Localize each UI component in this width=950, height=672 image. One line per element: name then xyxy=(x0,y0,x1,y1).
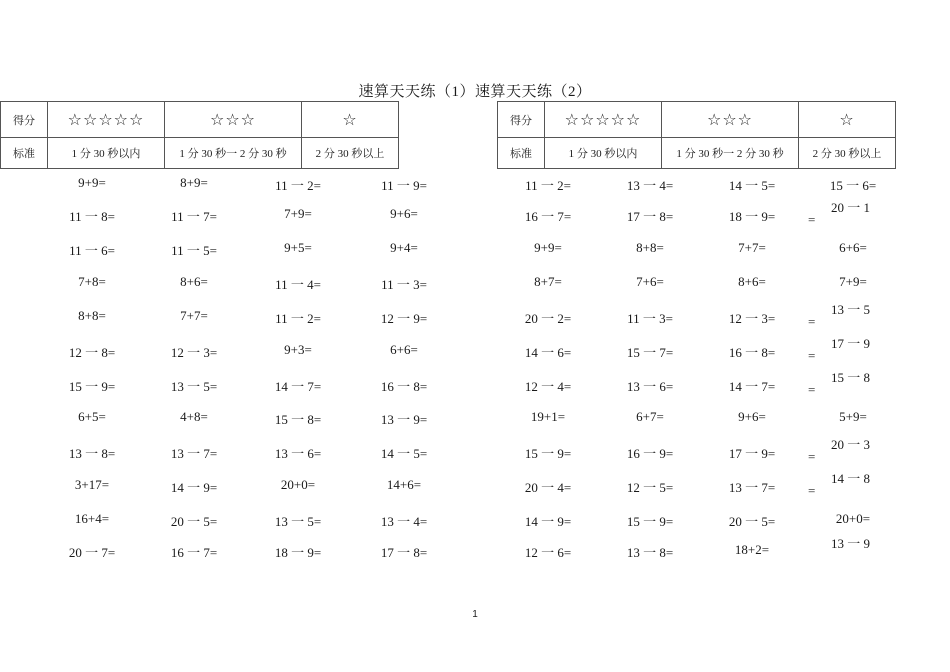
score-table-left xyxy=(0,101,399,169)
practice-2-problem-r11-c3: 20 一 5= xyxy=(728,514,776,529)
practice-1-problem-r9-c4: 14 一 5= xyxy=(380,446,428,461)
score-label: 得分 xyxy=(1,102,48,138)
practice-2-problem-r6-c2: 15 一 7= xyxy=(626,345,674,360)
practice-1-problem-r6-c2: 12 一 3= xyxy=(170,345,218,360)
practice-1-problem-r1-c3: 11 一 2= xyxy=(275,178,321,193)
practice-2-problem-r1-c4: 15 一 6= xyxy=(829,178,877,193)
practice-1-problem-r3-c3: 9+5= xyxy=(284,240,312,255)
practice-1-problem-r3-c4: 9+4= xyxy=(390,240,418,255)
practice-1-problem-r4-c3: 11 一 4= xyxy=(275,277,321,292)
practice-2-problem-r5-c1: 20 一 2= xyxy=(524,311,572,326)
practice-1-problem-r5-c2: 7+7= xyxy=(180,308,208,323)
practice-1-problem-r6-c4: 6+6= xyxy=(390,342,418,357)
practice-1-problem-r8-c2: 4+8= xyxy=(180,409,208,424)
five-star-icon: ☆☆☆☆☆ xyxy=(48,102,165,138)
standard-slow: 2 分 30 秒以上 xyxy=(799,138,896,169)
practice-2-problem-r8-c1: 19+1= xyxy=(530,409,566,424)
practice-1-problem-r4-c4: 11 一 3= xyxy=(381,277,427,292)
practice-1-problem-r11-c2: 20 一 5= xyxy=(170,514,218,529)
practice-2-problem-r4-c4: 7+9= xyxy=(839,274,867,289)
practice-2-problem-r12-c3: 18+2= xyxy=(734,542,770,557)
practice-1-problem-r2-c1: 11 一 8= xyxy=(69,209,115,224)
practice-2-problem-r4-c1: 8+7= xyxy=(534,274,562,289)
practice-2-problem-r7-c3: 14 一 7= xyxy=(728,379,776,394)
practice-1-problem-r2-c3: 7+9= xyxy=(284,206,312,221)
practice-2-problem-r12-c1: 12 一 6= xyxy=(524,545,572,560)
practice-1-problem-r10-c3: 20+0= xyxy=(280,477,316,492)
standard-fast: 1 分 30 秒以内 xyxy=(48,138,165,169)
wrapped-expression: 15 一 8 xyxy=(831,370,871,385)
three-star-icon: ☆☆☆ xyxy=(165,102,302,138)
practice-2-problem-r1-c2: 13 一 4= xyxy=(626,178,674,193)
wrapped-equals-sign: = xyxy=(808,449,816,464)
practice-2-problem-r10-c1: 20 一 4= xyxy=(524,480,572,495)
practice-1-problem-r7-c4: 16 一 8= xyxy=(380,379,428,394)
practice-1-problem-r8-c3: 15 一 8= xyxy=(274,412,322,427)
wrapped-expression: 20 一 1 xyxy=(831,200,871,215)
practice-2-problem-r5-c3: 12 一 3= xyxy=(728,311,776,326)
score-label: 得分 xyxy=(498,102,545,138)
wrapped-expression: 13 一 5 xyxy=(831,302,871,317)
practice-2-problem-r4-c2: 7+6= xyxy=(636,274,664,289)
standard-medium: 1 分 30 秒一 2 分 30 秒 xyxy=(662,138,799,169)
practice-1-problem-r11-c1: 16+4= xyxy=(74,511,110,526)
wrapped-equals-sign: = xyxy=(808,483,816,498)
practice-2-problem-r2-c1: 16 一 7= xyxy=(524,209,572,224)
three-star-icon: ☆☆☆ xyxy=(662,102,799,138)
practice-1-problem-r8-c1: 6+5= xyxy=(78,409,106,424)
standard-label: 标准 xyxy=(498,138,545,169)
wrapped-equals-sign: = xyxy=(808,314,816,329)
practice-1-problem-r10-c1: 3+17= xyxy=(74,477,110,492)
practice-1-problem-r5-c3: 11 一 2= xyxy=(275,311,321,326)
one-star-icon: ☆ xyxy=(302,102,399,138)
practice-2-problem-r4-c3: 8+6= xyxy=(738,274,766,289)
practice-2-problem-r1-c3: 14 一 5= xyxy=(728,178,776,193)
standard-label: 标准 xyxy=(1,138,48,169)
practice-1-problem-r10-c2: 14 一 9= xyxy=(170,480,218,495)
practice-1-problem-r1-c2: 8+9= xyxy=(180,175,208,190)
practice-1-problem-r2-c4: 9+6= xyxy=(390,206,418,221)
wrapped-expression: 13 一 9 xyxy=(831,536,871,551)
practice-1-problem-r4-c1: 7+8= xyxy=(78,274,106,289)
practice-2-problem-r3-c2: 8+8= xyxy=(636,240,664,255)
practice-2-problem-r5-c2: 11 一 3= xyxy=(627,311,673,326)
practice-1-problem-r7-c1: 15 一 9= xyxy=(68,379,116,394)
practice-1-problem-r5-c4: 12 一 9= xyxy=(380,311,428,326)
practice-1-problem-r9-c3: 13 一 6= xyxy=(274,446,322,461)
practice-1-problem-r6-c3: 9+3= xyxy=(284,342,312,357)
practice-2-problem-r10-c3: 13 一 7= xyxy=(728,480,776,495)
practice-1-problem-r3-c2: 11 一 5= xyxy=(171,243,217,258)
practice-1-problem-r2-c2: 11 一 7= xyxy=(171,209,217,224)
standard-medium: 1 分 30 秒一 2 分 30 秒 xyxy=(165,138,302,169)
practice-2-problem-r3-c4: 6+6= xyxy=(839,240,867,255)
practice-1-problem-r12-c4: 17 一 8= xyxy=(380,545,428,560)
wrapped-equals-sign: = xyxy=(808,348,816,363)
wrapped-expression: 14 一 8 xyxy=(831,471,871,486)
practice-1-problem-r12-c2: 16 一 7= xyxy=(170,545,218,560)
practice-1-problem-r6-c1: 12 一 8= xyxy=(68,345,116,360)
practice-2-problem-r8-c4: 5+9= xyxy=(839,409,867,424)
practice-1-problem-r7-c2: 13 一 5= xyxy=(170,379,218,394)
practice-1-problem-r4-c2: 8+6= xyxy=(180,274,208,289)
practice-1-problem-r11-c4: 13 一 4= xyxy=(380,514,428,529)
one-star-icon: ☆ xyxy=(799,102,896,138)
wrapped-equals-sign: = xyxy=(808,212,816,227)
practice-1-problem-r7-c3: 14 一 7= xyxy=(274,379,322,394)
practice-1-problem-r5-c1: 8+8= xyxy=(78,308,106,323)
practice-1-problem-r12-c1: 20 一 7= xyxy=(68,545,116,560)
practice-1-problem-r1-c4: 11 一 9= xyxy=(381,178,427,193)
practice-2-problem-r8-c3: 9+6= xyxy=(738,409,766,424)
practice-2-problem-r6-c1: 14 一 6= xyxy=(524,345,572,360)
practice-2-problem-r12-c2: 13 一 8= xyxy=(626,545,674,560)
practice-2-problem-r11-c4: 20+0= xyxy=(835,511,871,526)
practice-1-problem-r11-c3: 13 一 5= xyxy=(274,514,322,529)
standard-slow: 2 分 30 秒以上 xyxy=(302,138,399,169)
practice-2-problem-r7-c1: 12 一 4= xyxy=(524,379,572,394)
practice-1-problem-r12-c3: 18 一 9= xyxy=(274,545,322,560)
page-number: 1 xyxy=(472,609,478,620)
practice-2-problem-r11-c1: 14 一 9= xyxy=(524,514,572,529)
practice-2-problem-r7-c2: 13 一 6= xyxy=(626,379,674,394)
wrapped-equals-sign: = xyxy=(808,382,816,397)
practice-1-problem-r1-c1: 9+9= xyxy=(78,175,106,190)
practice-2-problem-r1-c1: 11 一 2= xyxy=(525,178,571,193)
practice-1-problem-r10-c4: 14+6= xyxy=(386,477,422,492)
practice-1-problem-r3-c1: 11 一 6= xyxy=(69,243,115,258)
wrapped-expression: 17 一 9 xyxy=(831,336,871,351)
practice-2-problem-r2-c2: 17 一 8= xyxy=(626,209,674,224)
practice-2-problem-r9-c2: 16 一 9= xyxy=(626,446,674,461)
standard-fast: 1 分 30 秒以内 xyxy=(545,138,662,169)
practice-2-problem-r6-c3: 16 一 8= xyxy=(728,345,776,360)
practice-2-problem-r3-c3: 7+7= xyxy=(738,240,766,255)
practice-2-problem-r2-c3: 18 一 9= xyxy=(728,209,776,224)
wrapped-expression: 20 一 3 xyxy=(831,437,871,452)
practice-1-problem-r8-c4: 13 一 9= xyxy=(380,412,428,427)
practice-2-problem-r10-c2: 12 一 5= xyxy=(626,480,674,495)
practice-2-problem-r9-c3: 17 一 9= xyxy=(728,446,776,461)
practice-2-problem-r9-c1: 15 一 9= xyxy=(524,446,572,461)
five-star-icon: ☆☆☆☆☆ xyxy=(545,102,662,138)
score-table-right xyxy=(497,101,896,169)
practice-2-problem-r11-c2: 15 一 9= xyxy=(626,514,674,529)
practice-2-problem-r8-c2: 6+7= xyxy=(636,409,664,424)
practice-1-problem-r9-c1: 13 一 8= xyxy=(68,446,116,461)
page-title: 速算天天练（1）速算天天练（2） xyxy=(358,84,592,100)
practice-2-problem-r3-c1: 9+9= xyxy=(534,240,562,255)
practice-1-problem-r9-c2: 13 一 7= xyxy=(170,446,218,461)
